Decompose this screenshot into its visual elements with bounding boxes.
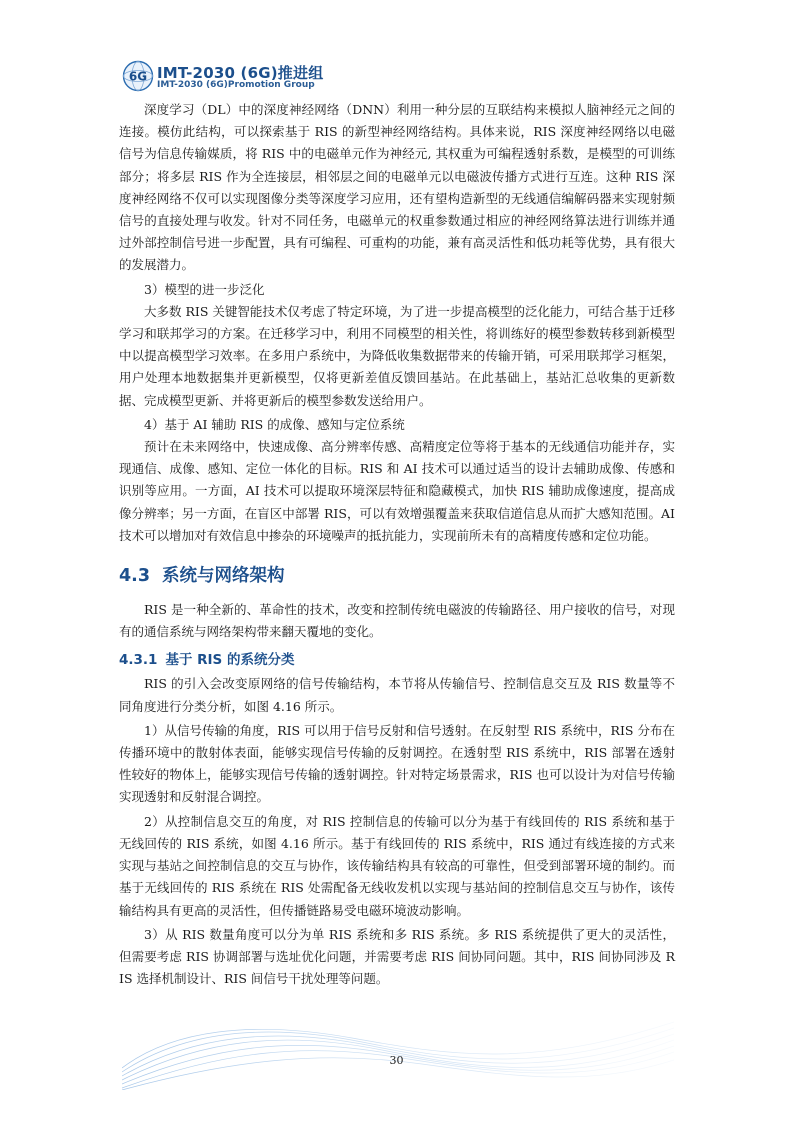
page-number: 30 [389, 1054, 404, 1067]
section-number: 4.3 [119, 566, 151, 587]
item-3-title: 3）模型的进一步泛化 [144, 281, 265, 297]
org-name: IMT-2030 (6G)推进组 [157, 64, 324, 82]
subsection-title: 基于 RIS 的系统分类 [165, 652, 295, 669]
section-heading [119, 563, 675, 589]
subsection-heading [119, 649, 675, 671]
page-body [119, 99, 675, 990]
item-3-text: 大多数 RIS 关键智能技术仅考虑了特定环境，为了进一步提高模型的泛化能力，可结合基于迁移学习和联邦学习的方案。在迁移学习中，利用不同模型的相关性，将训练好的模型参数转移到新模型中以提高模型学习效率。在多用户系统中，为降低收集数据带来的传输开销，可采用联邦学习框架，用户处理本地数据集并更新模型，仅将更新差值反馈回基站。在此基础上，基站汇总收集的更新数据、完成模型更新、并将更新后的模型参数发送给用户。 [119, 303, 675, 408]
org-subtitle: IMT-2030 (6G)Promotion Group [157, 80, 315, 90]
paragraph-dnn: 深度学习（DL）中的深度神经网络（DNN）利用一种分层的互联结构来模拟人脑神经元之间的连接。模仿此结构，可以探索基于 RIS 的新型神经网络结构。具体来说，RIS 深度神经网络以电磁信号为信息传输媒质，将 RIS 中的电磁单元作为神经元, 其权重为可编程透射系数，是模型的可训练部分；将多层 RIS 作为全连接层，相邻层之间的电磁单元以电磁波传播方式进行互连。这种 RIS 深度神经网络不仅可以实现图像分类等深度学习应用，还有望构造新型的无线通信编解码器来实现射频信号的直接处理与收发。针对不同任务，电磁单元的权重参数通过相应的神经网络算法进行训练并通过外部控制信号进一步配置，具有可编程、可重构的功能，兼有高灵活性和低功耗等优势，具有很大的发展潜力。 [119, 102, 675, 273]
wave-lines-decoration-icon [122, 1010, 674, 1090]
subsection-intro: RIS 的引入会改变原网络的信号传输结构，本节将从传输信号、控制信息交互及 RIS 数量等不同角度进行分类分析，如图 4.16 所示。 [119, 676, 675, 714]
classification-item-1: 1）从信号传输的角度，RIS 可以用于信号反射和信号透射。在反射型 RIS 系统中，RIS 分布在传播环境中的散射体表面，能够实现信号传输的反射调控。在透射型 RIS 系统中，RIS 部署在透射性较好的物体上，能够实现信号传输的透射调控。针对特定场景需求，RIS 也可以设计为对信号传输实现透射和反射混合调控。 [119, 722, 675, 805]
page-header [0, 0, 793, 100]
classification-item-2: 2）从控制信息交互的角度，对 RIS 控制信息的传输可以分为基于有线回传的 RIS 系统和基于无线回传的 RIS 系统，如图 4.16 所示。基于有线回传的 RIS 系统中，RIS 通过有线连接的方式来实现与基站之间控制信息的交互与协作，该传输结构具有较高的可靠性，但受到部署环境的制约。而基于无线回传的 RIS 系统在 RIS 处需配备无线收发机以实现与基站间的控制信息交互与协作，该传输结构具有更高的灵活性，但传播链路易受电磁环境波动影响。 [119, 813, 675, 918]
section-intro: RIS 是一种全新的、革命性的技术，改变和控制传统电磁波的传输路径、用户接收的信号，对现有的通信系统与网络架构带来翻天覆地的变化。 [119, 602, 675, 640]
classification-item-3: 3）从 RIS 数量角度可以分为单 RIS 系统和多 RIS 系统。多 RIS 系统提供了更大的灵活性，但需要考虑 RIS 协调部署与选址优化问题，并需要考虑 RIS 间协同问题。其中，RIS 间协同涉及 RIS 选择机制设计、RIS 间信号干扰处理等问题。 [119, 926, 675, 987]
logo-text: 6G [128, 69, 148, 84]
item-4-title: 4）基于 AI 辅助 RIS 的成像、感知与定位系统 [144, 416, 405, 432]
6g-globe-logo-icon [122, 60, 154, 92]
item-4-text: 预计在未来网络中，快速成像、高分辨率传感、高精度定位等将于基本的无线通信功能并存，实现通信、成像、感知、定位一体化的目标。RIS 和 AI 技术可以通过适当的设计去辅助成像、传感和识别等应用。一方面，AI 技术可以提取环境深层特征和隐藏模式，加快 RIS 辅助成像速度，提高成像分辨率；另一方面，在盲区中部署 RIS，可以有效增强覆盖来获取信道信息从而扩大感知范围。AI 技术可以增加对有效信息中掺杂的环境噪声的抵抗能力，实现前所未有的高精度传感和定位功能。 [119, 439, 675, 543]
subsection-number: 4.3.1 [119, 652, 158, 669]
section-title: 系统与网络架构 [162, 566, 285, 587]
